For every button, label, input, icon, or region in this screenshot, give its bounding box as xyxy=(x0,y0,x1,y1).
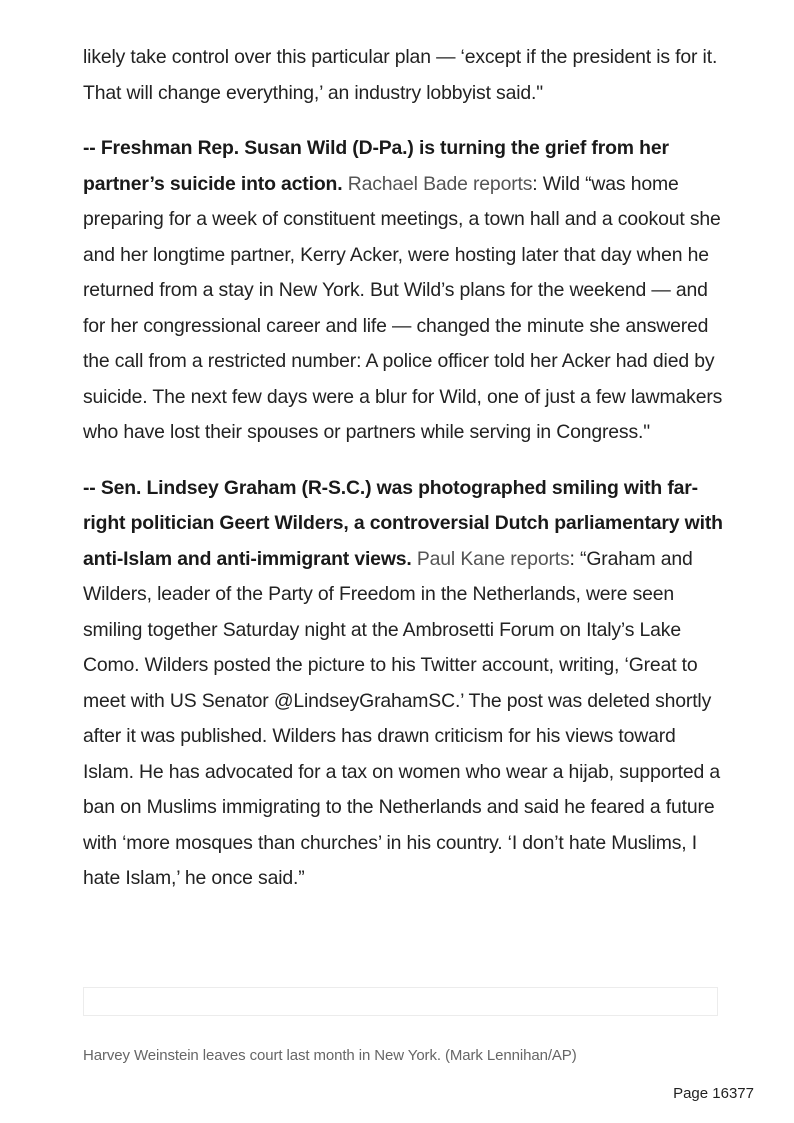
paragraph-lindsey-graham xyxy=(83,471,723,897)
paragraph-text: : Wild “was home preparing for a week of constituent meetings, a town hall and a cookout she and her longtime partner, Kerry Acker, were hosting later that day when he returned from a stay in New York. But Wild’s plans for the weekend — and for her congressional career and life — changed the minute she answered the call from a restricted number: A police officer told her Acker had died by suicide. The next few days were a blur for Wild, one of just a few lawmakers who have lost their spouses or partners while serving in Congress." xyxy=(83,172,723,443)
page-number: Page 16377 xyxy=(673,1085,754,1102)
paragraph-lobbyist-quote xyxy=(83,40,723,111)
paragraph-headline: -- Sen. Lindsey Graham (R-S.C.) was photographed smiling with far-right politician Geert Wilders, a controversial Dutch parliamentary with anti-Islam and anti-immigrant views. xyxy=(83,476,723,570)
paragraph-text: likely take control over this particular plan — ‘except if the president is for it. That will change everything,’ an industry lobbyist said." xyxy=(83,46,718,104)
image-caption: Harvey Weinstein leaves court last month in New York. (Mark Lennihan/AP) xyxy=(83,1047,577,1064)
reporter-link[interactable]: Paul Kane reports xyxy=(416,547,570,570)
article-body xyxy=(83,40,723,897)
paragraph-text: : “Graham and Wilders, leader of the Party of Freedom in the Netherlands, were seen smiling together Saturday night at the Ambrosetti Forum on Italy’s Lake Como. Wilders posted the picture to his Twitter account, writing, ‘Great to meet with US Senator @LindseyGrahamSC.’ The post was deleted shortly after it was published. Wilders has drawn criticism for his views toward Islam. He has advocated for a tax on women who wear a hijab, supported a ban on Muslims immigrating to the Netherlands and said he feared a future with ‘more mosques than churches’ in his country. ‘I don’t hate Muslims, I hate Islam,’ he once said.” xyxy=(83,547,720,889)
reporter-link[interactable]: Rachael Bade reports xyxy=(347,172,533,195)
paragraph-susan-wild xyxy=(83,131,723,451)
paragraph-headline: -- Freshman Rep. Susan Wild (D-Pa.) is turning the grief from her partner’s suicide into action. xyxy=(83,137,669,195)
image-placeholder xyxy=(83,987,718,1016)
